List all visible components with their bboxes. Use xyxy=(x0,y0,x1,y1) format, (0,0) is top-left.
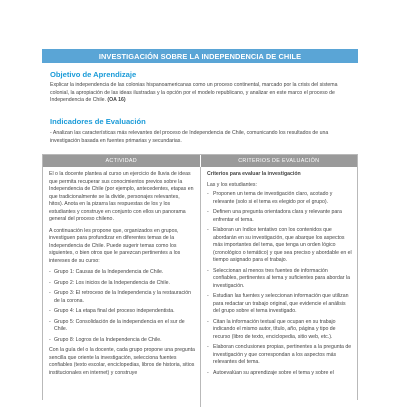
bullet-dash: - xyxy=(207,227,209,233)
criteria-intro: Las y los estudiantes: xyxy=(207,181,257,188)
group-label: Grupo 8: Logros de la Independencia de Chile. xyxy=(54,336,162,343)
criteria-item xyxy=(207,191,353,206)
col-header-criteria: CRITERIOS DE EVALUACIÓN xyxy=(200,155,358,167)
bullet-dash: - xyxy=(207,267,209,274)
criteria-text: Autoevalúan su aprendizaje sobre el tema y sobre el xyxy=(213,369,334,376)
criteria-text: Elaboran conclusiones propias, pertinentes a la pregunta de investigación y que correspondan a los aspectos más relevantes del tema. xyxy=(213,344,352,365)
group-item xyxy=(49,308,195,316)
group-item xyxy=(49,269,195,277)
objective-text xyxy=(50,82,356,105)
group-item xyxy=(49,319,195,334)
criteria-text: Proponen un tema de investigación claro, acotado y relevante (solo si el tema es elegido por el grupo). xyxy=(213,191,333,205)
group-label: Grupo 4: La etapa final del proceso independentista. xyxy=(54,308,175,314)
activity-paragraph-1: El o la docente plantea al curso un ejercicio de lluvia de ideas que permita recuperar sus conocimientos previos sobre la Independencia de Chile (por ejemplo, antecedentes, etapas en que tradicionalmente se la divide, personajes relevantes, hitos). Anota en la pizarra las respuestas de los y los estudiantes y construye en conjunto con ellos un panorama general del proceso chileno. xyxy=(49,171,194,222)
bullet-dash: - xyxy=(49,269,51,275)
bullet-dash: - xyxy=(49,308,51,314)
column-divider xyxy=(200,167,201,407)
group-label: Grupo 2: Los inicios de la Independencia de Chile. xyxy=(54,279,170,286)
bullet-dash: - xyxy=(207,369,209,376)
col-header-activity: ACTIVIDAD xyxy=(105,158,137,164)
criteria-item xyxy=(207,319,353,342)
criteria-item xyxy=(207,227,353,265)
criteria-column xyxy=(207,171,353,380)
group-item xyxy=(49,290,195,305)
criteria-item xyxy=(207,268,353,291)
criteria-item xyxy=(207,370,353,378)
objective-body: Explicar la independencia de las colonias hispanoamericanas como un proceso continental, marcado por la crisis del sistema colonial, la apropiación de las ideas ilustradas y la opción por el modelo republicano, y analizar en este marco el proceso de Independencia de Chile. xyxy=(50,82,338,104)
activity-paragraph-2: A continuación les propone que, organizados en grupos, investiguen para profundizar en diferentes temas de la Independencia de Chile. Puede sugerir temas como los siguientes, o bien otros que le parezcan pertinentes a los intereses de su curso: xyxy=(49,227,181,264)
criteria-text: Citan la información textual que ocupan en su trabajo indicando el mismo autor, título, año, página y tipo de recurso (libro de texto, enciclopedia, sitio web, etc.). xyxy=(213,318,336,340)
bullet-dash: - xyxy=(207,318,209,325)
activity-table xyxy=(42,154,358,400)
bullet-dash: - xyxy=(49,290,51,296)
banner-title: INVESTIGACIÓN SOBRE LA INDEPENDENCIA DE CHILE xyxy=(98,51,302,61)
group-item xyxy=(49,280,195,288)
indicators-item xyxy=(50,130,356,145)
bullet-dash: - xyxy=(49,318,51,325)
activity-paragraph-3: Con la guía del o la docente, cada grupo propone una pregunta sencilla que oriente la investigación, selecciona fuentes confiables (texto escolar, enciclopedias, libros de historia, sitios institucionales en internet) y construye xyxy=(49,347,195,376)
criteria-title: Criterios para evaluar la investigación xyxy=(207,171,301,177)
group-label: Grupo 3: El retroceso de la Independencia y la restauración de la corona. xyxy=(54,290,191,304)
group-label: Grupo 1: Causas de la Independencia de Chile. xyxy=(54,269,164,275)
bullet-dash: - xyxy=(49,279,51,286)
bullet-dash: - xyxy=(50,130,53,136)
group-item xyxy=(49,337,195,345)
indicators-heading: Indicadores de Evaluación xyxy=(50,117,146,126)
criteria-item xyxy=(207,344,353,367)
bullet-dash: - xyxy=(207,293,209,299)
criteria-text: Estudian las fuentes y seleccionan información que utilizan para redactar un trabajo original, que evidencie el análisis del grupo sobre el tema investigado. xyxy=(213,293,349,314)
criteria-text: Seleccionan al menos tres fuentes de información confiables, pertinentes al tema y suficientes para abordar la investigación. xyxy=(213,267,350,289)
objective-code: (OA 16) xyxy=(107,97,126,104)
bullet-dash: - xyxy=(207,191,209,197)
objective-heading: Objetivo de Aprendizaje xyxy=(50,70,137,79)
bullet-dash: - xyxy=(207,344,209,350)
criteria-item xyxy=(207,293,353,316)
section-banner xyxy=(42,49,358,63)
criteria-text: Elaboran un índice tentativo con los contenidos que abordarán en su investigación, que abarque los aspectos más importantes del tema, que tenga un orden lógico (cronológico o temático) y que sea preciso y abordable en el tiempo asignado para el trabajo. xyxy=(213,227,352,263)
group-label: Grupo 5: Consolidación de la independencia en el sur de Chile. xyxy=(54,318,185,332)
bullet-dash: - xyxy=(49,336,51,343)
criteria-text: Definen una pregunta orientadora clara y relevante para enfrentar el tema. xyxy=(213,209,342,223)
table-header xyxy=(43,155,357,167)
bullet-dash: - xyxy=(207,209,209,215)
indicators-text: Analizan las características más relevantes del proceso de Independencia de Chile, comunicando los resultados de una investigación basada en fuentes primarias y secundarias. xyxy=(50,130,329,144)
activity-column xyxy=(49,171,195,381)
criteria-item xyxy=(207,209,353,224)
